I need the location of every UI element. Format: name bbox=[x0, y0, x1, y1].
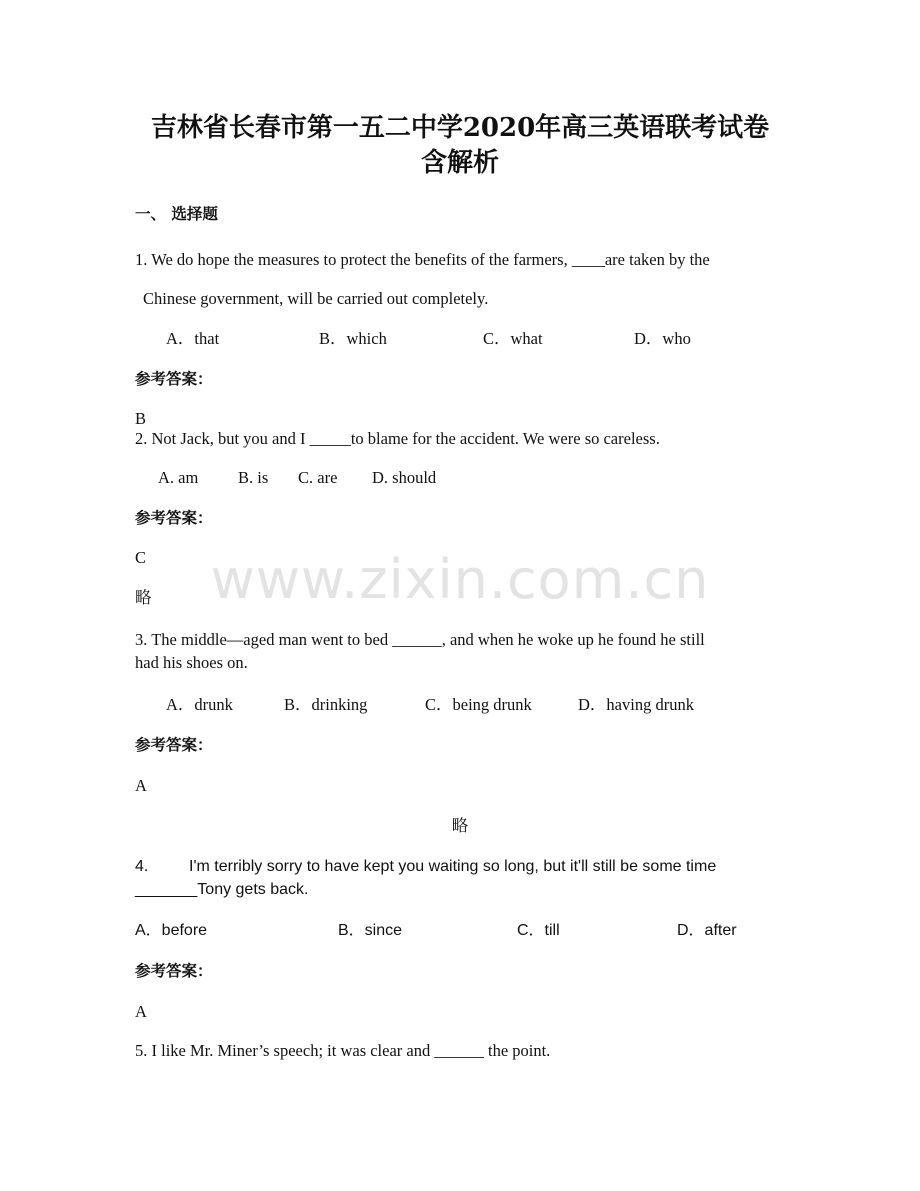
question-5-text: 5. I like Mr. Miner’s speech; it was clear and ______ the point. bbox=[135, 1041, 551, 1060]
question-1-answer: B bbox=[135, 409, 147, 428]
question-3-option-a: A．drunk bbox=[166, 695, 233, 714]
question-4-number: 4. bbox=[135, 858, 149, 875]
answer-label-4: 参考答案： bbox=[135, 962, 213, 980]
question-3-note: 略 bbox=[451, 816, 469, 835]
question-1-text: 1. We do hope the measures to protect the benefits of the farmers, ____are taken by the bbox=[135, 250, 710, 269]
question-4-answer: A bbox=[135, 1002, 147, 1021]
question-2-option-c: C. are bbox=[298, 468, 338, 487]
section-heading: 一、 选择题 bbox=[135, 205, 218, 223]
question-2-option-a: A. am bbox=[158, 468, 199, 487]
question-4-option-b: B．since bbox=[338, 922, 403, 939]
watermark: www.zixin.com.cn bbox=[210, 548, 710, 611]
question-3-text-cont: had his shoes on. bbox=[135, 653, 248, 672]
question-4-text-cont: _______Tony gets back. bbox=[135, 881, 309, 898]
question-1-text-cont: Chinese government, will be carried out completely. bbox=[143, 289, 489, 308]
answer-label-3: 参考答案： bbox=[135, 736, 213, 754]
answer-label-1: 参考答案： bbox=[135, 370, 213, 388]
question-2-note: 略 bbox=[135, 588, 152, 607]
question-1-option-d: D．who bbox=[634, 329, 691, 348]
question-2-text: 2. Not Jack, but you and I _____to blame for the accident. We were so careless. bbox=[135, 429, 660, 448]
page-title-line-1: 吉林省长春市第一五二中学2020年高三英语联考试卷 bbox=[150, 113, 770, 143]
question-2-answer: C bbox=[135, 548, 147, 567]
question-4-option-d: D．after bbox=[677, 922, 737, 939]
question-2-option-b: B. is bbox=[238, 468, 269, 487]
question-1-option-b: B．which bbox=[319, 329, 387, 348]
question-3-text: 3. The middle—aged man went to bed ______, and when he woke up he found he still bbox=[135, 630, 705, 649]
question-1-option-c: C．what bbox=[483, 329, 543, 348]
question-4-option-c: C．till bbox=[517, 922, 560, 939]
question-3-answer: A bbox=[135, 776, 147, 795]
question-1-option-a: A．that bbox=[166, 329, 220, 348]
question-3-option-d: D．having drunk bbox=[578, 695, 694, 714]
question-3-option-c: C．being drunk bbox=[425, 695, 532, 714]
question-3-option-b: B．drinking bbox=[284, 695, 368, 714]
question-2-option-d: D. should bbox=[372, 468, 437, 487]
question-4-option-a: A．before bbox=[135, 922, 208, 939]
question-4-text: I'm terribly sorry to have kept you waiting so long, but it'll still be some time bbox=[189, 858, 717, 875]
answer-label-2: 参考答案： bbox=[135, 509, 213, 527]
page-title-line-2: 含解析 bbox=[420, 148, 499, 178]
